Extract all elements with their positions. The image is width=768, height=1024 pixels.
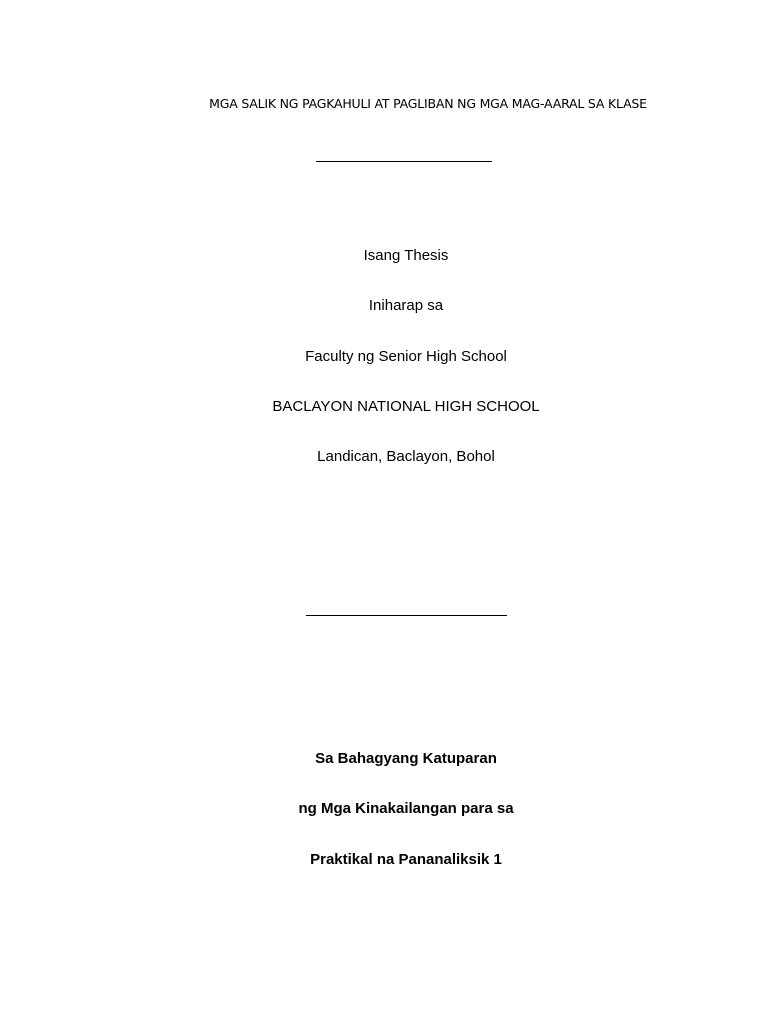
author-signature-line [316,161,492,162]
school-name-line: BACLAYON NATIONAL HIGH SCHOOL [272,398,540,415]
thesis-type-line: Isang Thesis [363,247,449,264]
presented-to-line: Iniharap sa [368,297,444,314]
requirement-line-2: ng Mga Kinakailangan para sa [298,800,514,817]
requirement-line-1: Sa Bahagyang Katuparan [315,750,497,767]
separator-line [306,615,507,616]
thesis-title: MGA SALIK NG PAGKAHULI AT PAGLIBAN NG MGA MAG-AARAL SA KLASE [209,96,647,111]
faculty-line: Faculty ng Senior High School [305,348,507,365]
school-address-line: Landican, Baclayon, Bohol [317,448,495,465]
requirement-line-3: Praktikal na Pananaliksik 1 [310,851,502,868]
